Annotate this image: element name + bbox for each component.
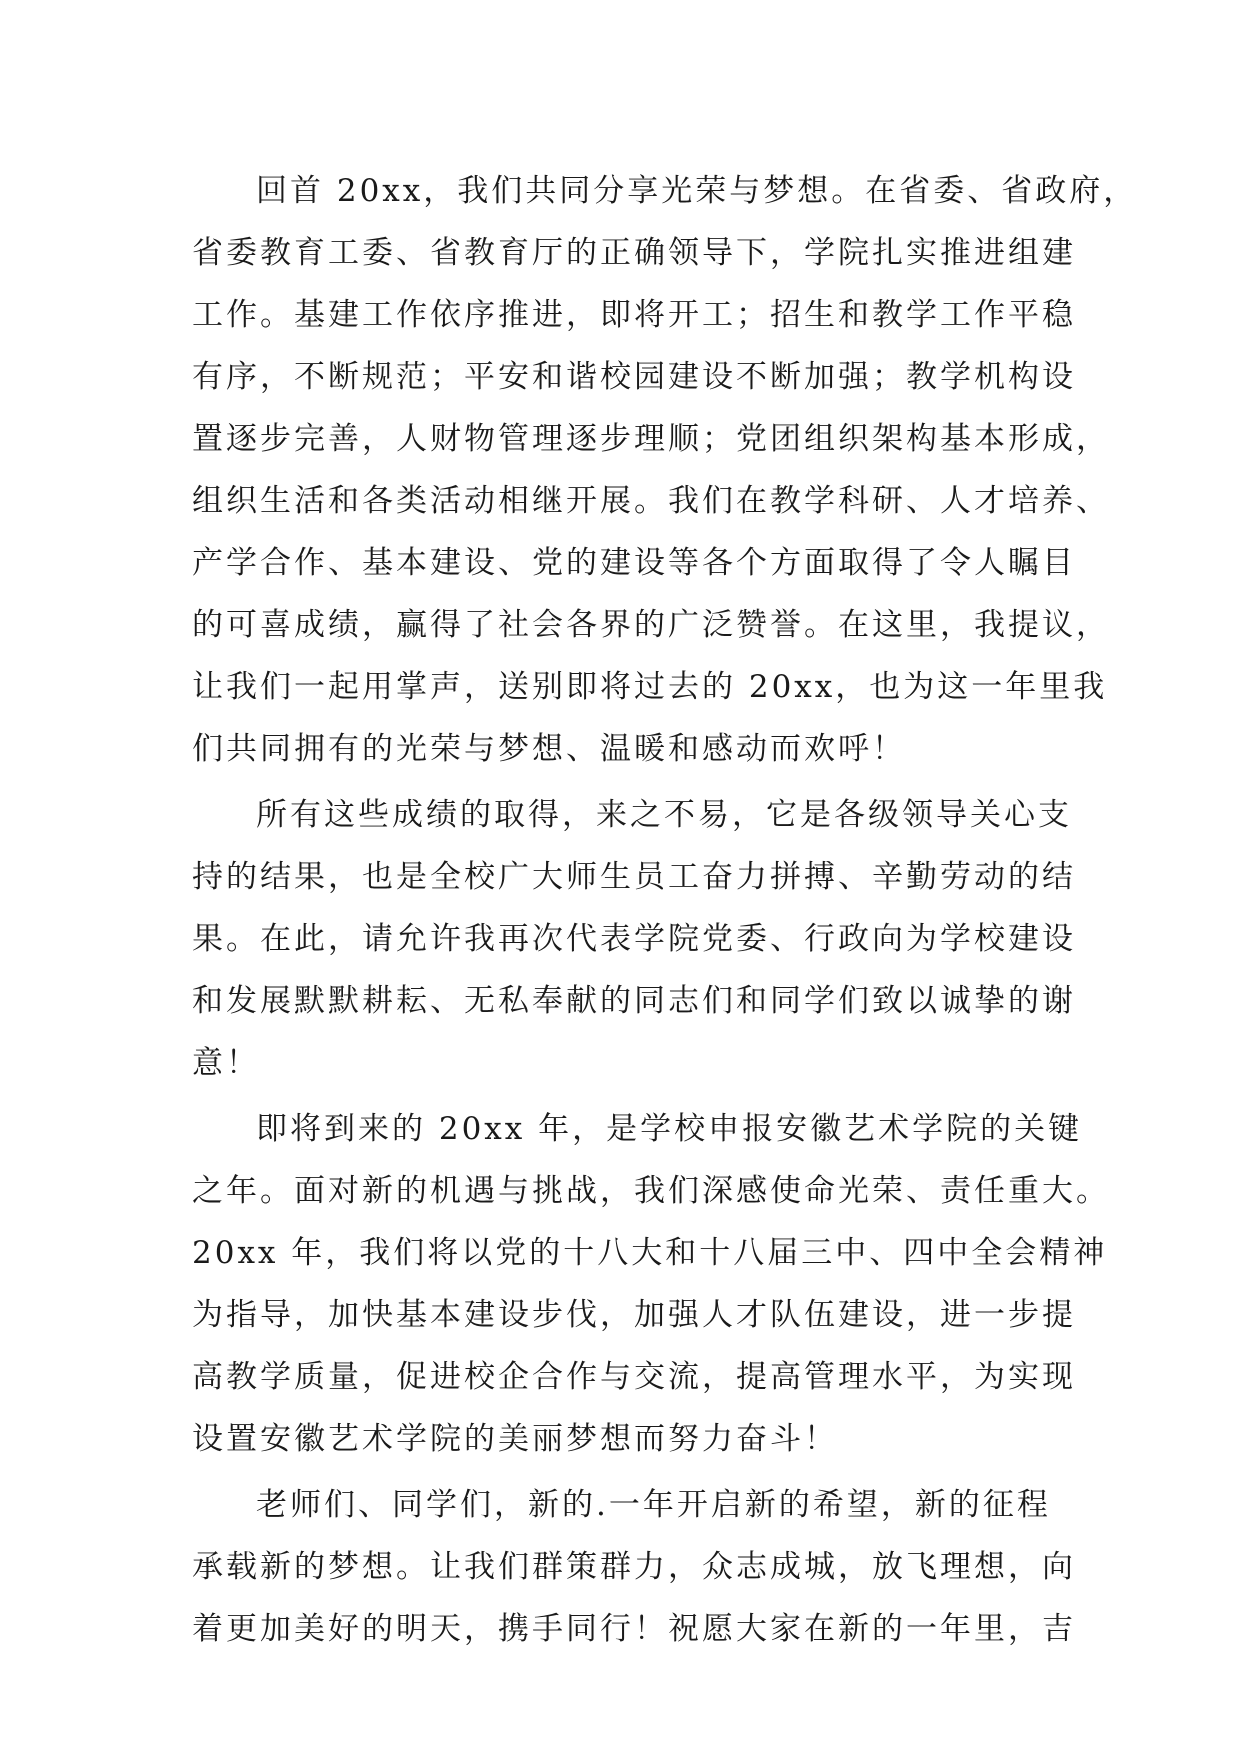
paragraph-2 [192, 784, 1076, 1094]
text-line: 老师们、同学们，新的.一年开启新的希望，新的征程 [256, 1487, 1051, 1523]
text-line: 之年。面对新的机遇与挑战，我们深感使命光荣、责任重大。 [192, 1173, 1110, 1209]
text-line: 组织生活和各类活动相继开展。我们在教学科研、人才培养、 [192, 483, 1110, 519]
text-line: 的可喜成绩，赢得了社会各界的广泛赞誉。在这里，我提议， [192, 607, 1110, 643]
text-line: 有序，不断规范；平安和谐校园建设不断加强；教学机构设 [192, 359, 1076, 395]
text-line: 省委教育工委、省教育厅的正确领导下，学院扎实推进组建 [192, 235, 1076, 271]
text-line: 产学合作、基本建设、党的建设等各个方面取得了令人瞩目 [192, 545, 1076, 581]
text-line: 果。在此，请允许我再次代表学院党委、行政向为学校建设 [192, 921, 1076, 957]
text-line: 为指导，加快基本建设步伐，加强人才队伍建设，进一步提 [192, 1297, 1076, 1333]
text-line: 让我们一起用掌声，送别即将过去的 20xx，也为这一年里我 [192, 669, 1108, 705]
paragraph-3 [192, 1098, 1110, 1470]
text-line: 承载新的梦想。让我们群策群力，众志成城，放飞理想，向 [192, 1549, 1076, 1585]
text-line: 们共同拥有的光荣与梦想、温暖和感动而欢呼！ [192, 731, 906, 767]
text-line: 工作。基建工作依序推进，即将开工；招生和教学工作平稳 [192, 297, 1076, 333]
text-line: 回首 20xx，我们共同分享光荣与梦想。在省委、省政府， [256, 173, 1138, 209]
text-line: 意！ [192, 1045, 260, 1081]
text-line: 持的结果，也是全校广大师生员工奋力拼搏、辛勤劳动的结 [192, 859, 1076, 895]
text-line: 置逐步完善，人财物管理逐步理顺；党团组织架构基本形成， [192, 421, 1110, 457]
paragraph-4 [192, 1474, 1076, 1660]
text-line: 设置安徽艺术学院的美丽梦想而努力奋斗！ [192, 1421, 838, 1457]
text-line: 和发展默默耕耘、无私奉献的同志们和同学们致以诚挚的谢 [192, 983, 1076, 1019]
text-line: 高教学质量，促进校企合作与交流，提高管理水平，为实现 [192, 1359, 1076, 1395]
document-body [192, 160, 1138, 1660]
paragraph-1 [192, 160, 1138, 780]
text-line: 即将到来的 20xx 年，是学校申报安徽艺术学院的关键 [256, 1111, 1083, 1147]
text-line: 着更加美好的明天，携手同行！祝愿大家在新的一年里，吉 [192, 1611, 1076, 1647]
text-line: 20xx 年，我们将以党的十八大和十八届三中、四中全会精神 [192, 1235, 1108, 1271]
text-line: 所有这些成绩的取得，来之不易，它是各级领导关心支 [256, 797, 1072, 833]
